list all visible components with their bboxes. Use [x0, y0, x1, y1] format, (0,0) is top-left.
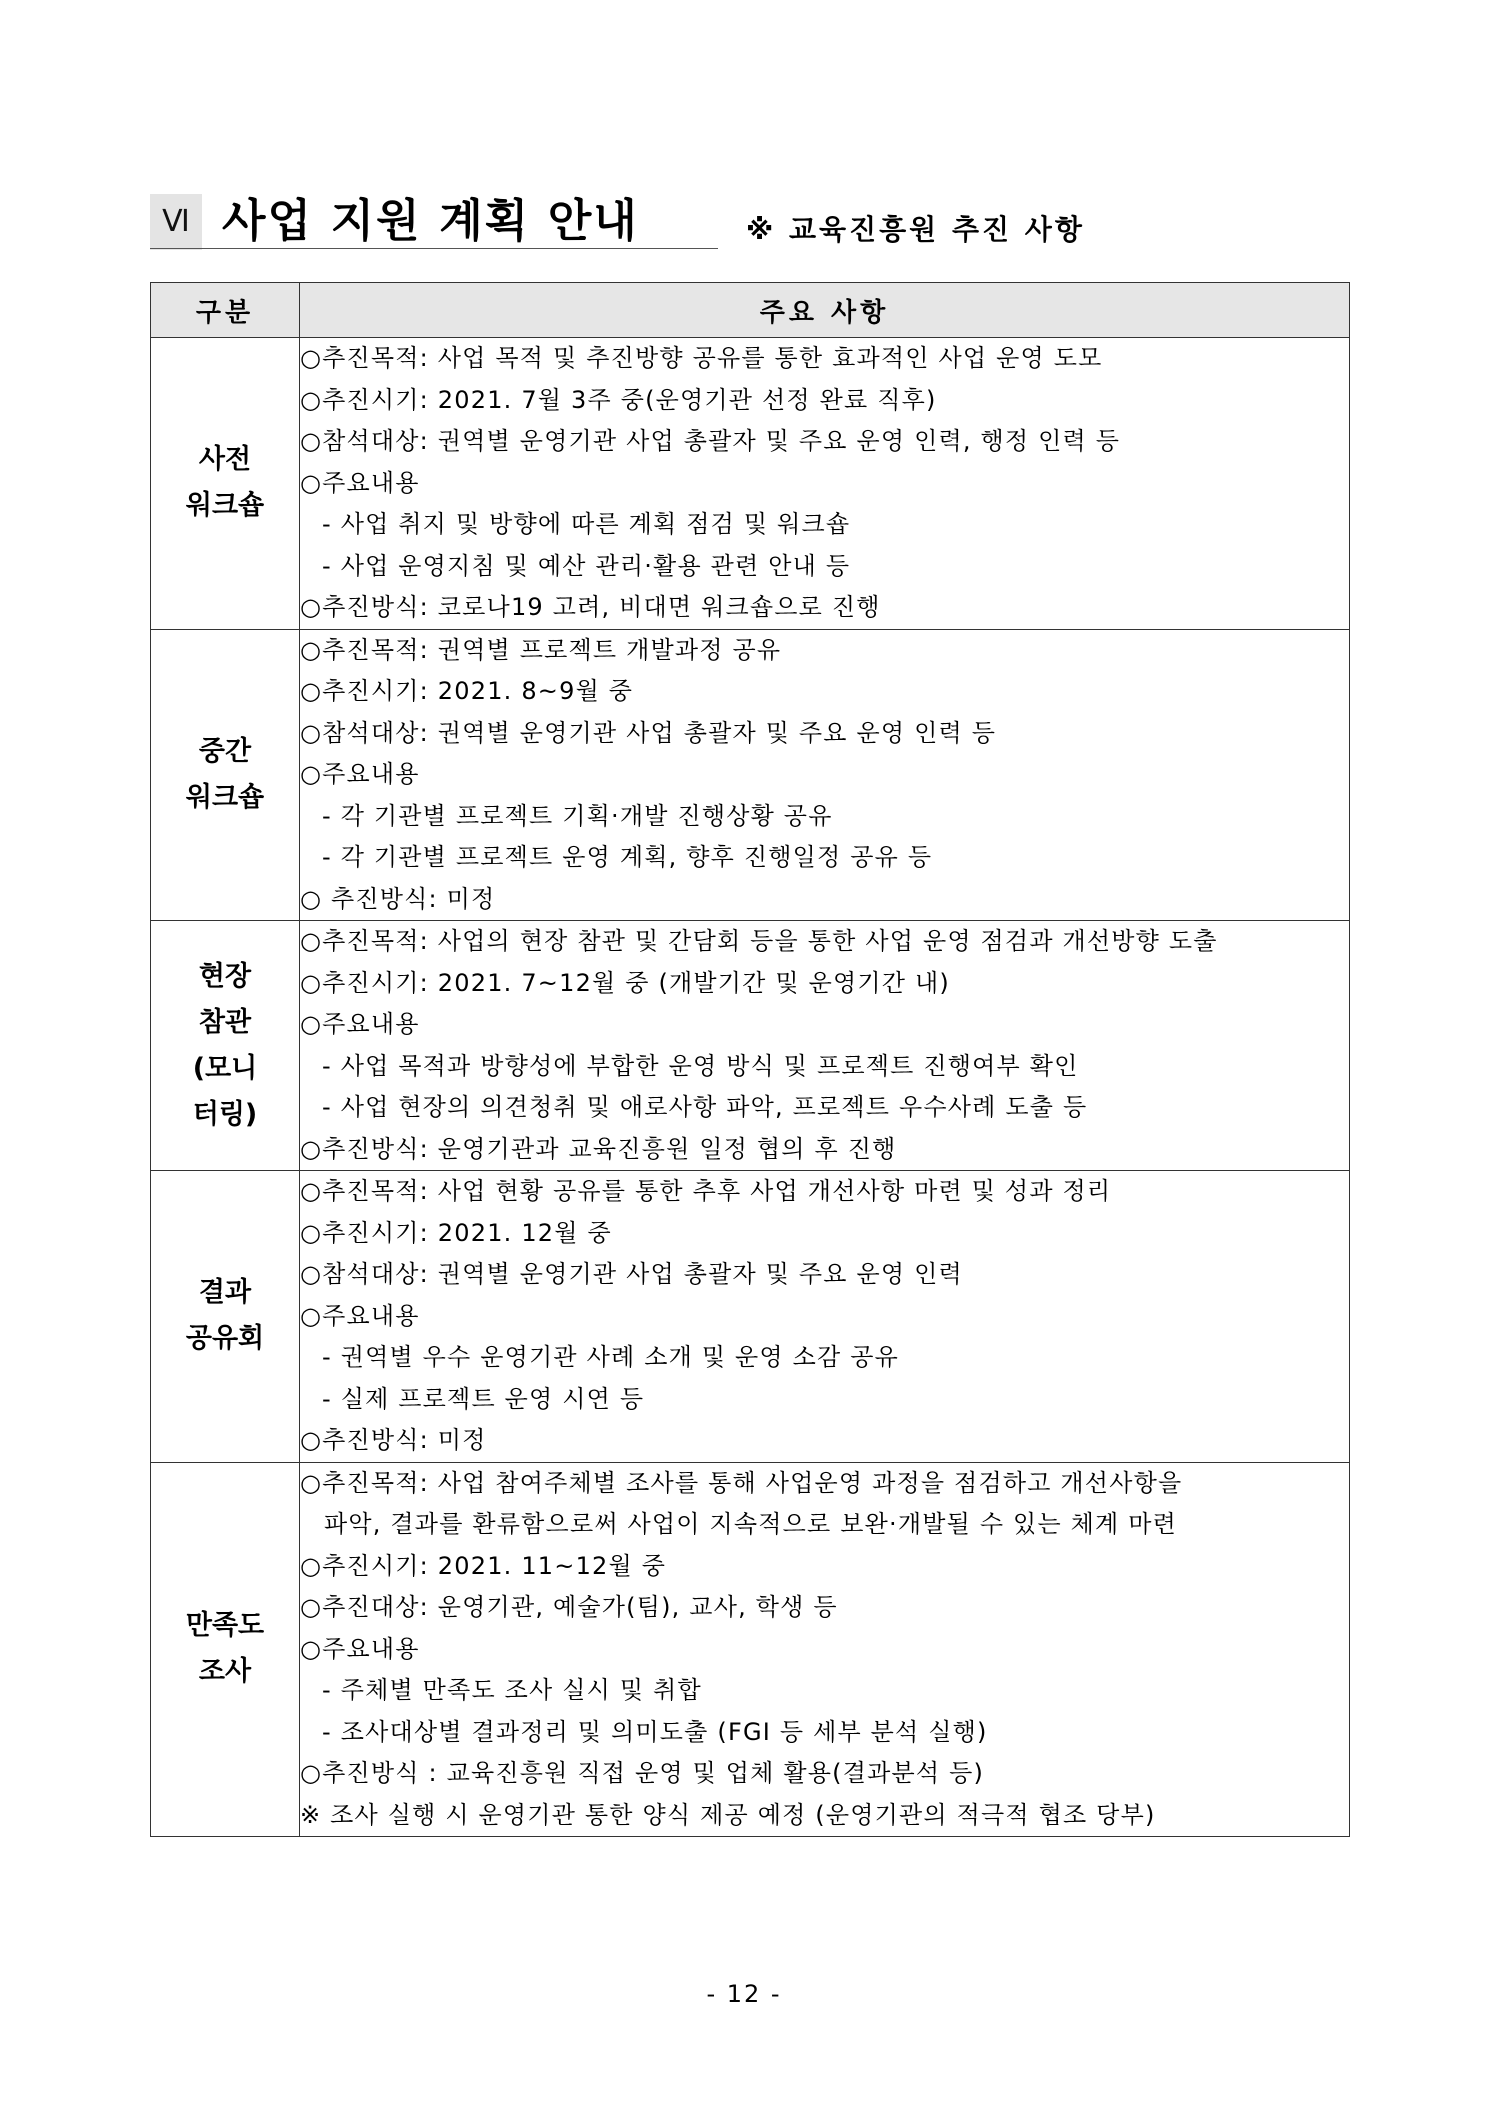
category-label: 사전	[198, 444, 252, 476]
detail-line: ○추진시기: 2021. 7~12월 중 (개발기간 및 운영기간 내)	[300, 968, 950, 997]
category-label: 공유회	[185, 1323, 265, 1355]
header-note: ※ 교육진흥원 추진 사항	[746, 213, 1085, 246]
sub-item-line: - 권역별 우수 운영기관 사례 소개 및 운영 소감 공유	[322, 1343, 899, 1371]
section-numeral: Ⅵ	[150, 194, 202, 250]
detail-line: ○추진목적: 권역별 프로젝트 개발과정 공유	[300, 635, 782, 664]
category-cell	[151, 921, 300, 1171]
detail-line: ○추진목적: 사업 현황 공유를 통한 추후 사업 개선사항 마련 및 성과 정리	[300, 1177, 1112, 1205]
sub-item-line: - 사업 현장의 의견청취 및 애로사항 파악, 프로젝트 우수사례 도출 등	[322, 1093, 1088, 1121]
detail-line: ○주요내용	[300, 1634, 420, 1663]
table-row	[151, 1462, 1350, 1837]
details-cell	[300, 1171, 1350, 1463]
detail-line: ○추진방식: 코로나19 고려, 비대면 워크숍으로 진행	[300, 593, 881, 621]
category-cell	[151, 1462, 300, 1837]
detail-line: ○추진시기: 2021. 12월 중	[300, 1218, 612, 1247]
category-cell	[151, 338, 300, 630]
category-label: 현장	[198, 960, 252, 992]
sub-item-line: - 각 기관별 프로젝트 운영 계획, 향후 진행일정 공유 등	[322, 843, 933, 871]
sub-item-line: - 사업 목적과 방향성에 부합한 운영 방식 및 프로젝트 진행여부 확인	[322, 1051, 1079, 1080]
category-label: 워크숍	[185, 490, 265, 522]
table-row	[151, 1171, 1350, 1463]
details-cell	[300, 338, 1350, 630]
detail-line: ○추진방식 : 교육진흥원 직접 운영 및 업체 활용(결과분석 등)	[300, 1759, 985, 1787]
table-row	[151, 338, 1350, 630]
section-header	[150, 188, 1350, 258]
detail-line: 파악, 결과를 환류함으로써 사업이 지속적으로 보완·개발될 수 있는 체계 마련	[324, 1510, 1178, 1538]
table-row	[151, 921, 1350, 1171]
category-label: 조사	[198, 1656, 252, 1688]
category-label: 만족도	[185, 1610, 265, 1642]
sub-item-line: - 실제 프로젝트 운영 시연 등	[322, 1384, 645, 1413]
category-cell	[151, 1171, 300, 1463]
section-title: 사업 지원 계획 안내	[222, 194, 639, 247]
sub-item-line: - 사업 운영지침 및 예산 관리·활용 관련 안내 등	[322, 551, 851, 580]
column-header-details: 주요 사항	[300, 283, 1350, 338]
detail-line: ○주요내용	[300, 468, 420, 497]
detail-line: ○주요내용	[300, 760, 420, 788]
detail-line: ○추진방식: 운영기관과 교육진흥원 일정 협의 후 진행	[300, 1134, 897, 1163]
detail-line: ○참석대상: 권역별 운영기관 사업 총괄자 및 주요 운영 인력 등	[300, 718, 997, 747]
details-cell	[300, 629, 1350, 921]
category-label: 워크숍	[185, 781, 265, 813]
detail-line: ○추진목적: 사업 목적 및 추진방향 공유를 통한 효과적인 사업 운영 도모	[300, 344, 1103, 372]
category-label: 중간	[198, 735, 252, 767]
table-row	[151, 629, 1350, 921]
category-label: 터링)	[192, 1098, 258, 1130]
detail-line: ○추진시기: 2021. 11~12월 중	[300, 1551, 667, 1580]
category-label: 결과	[198, 1277, 252, 1309]
details-cell	[300, 1462, 1350, 1837]
detail-line: ○추진목적: 사업의 현장 참관 및 간담회 등을 통한 사업 운영 점검과 개선방향 도출	[300, 927, 1218, 955]
detail-line: ○참석대상: 권역별 운영기관 사업 총괄자 및 주요 운영 인력	[300, 1260, 963, 1288]
table-body	[151, 338, 1350, 1837]
detail-line: ○주요내용	[300, 1010, 420, 1038]
sub-item-line: - 주체별 만족도 조사 실시 및 취합	[322, 1676, 702, 1704]
plan-table	[150, 282, 1350, 1837]
detail-line: ※ 조사 실행 시 운영기관 통한 양식 제공 예정 (운영기관의 적극적 협조 당부)	[300, 1800, 1156, 1829]
table-header-row	[151, 283, 1350, 338]
sub-item-line: - 조사대상별 결과정리 및 의미도출 (FGI 등 세부 분석 실행)	[322, 1717, 988, 1746]
detail-line: ○추진시기: 2021. 8~9월 중	[300, 677, 634, 705]
details-cell	[300, 921, 1350, 1171]
detail-line: ○추진대상: 운영기관, 예술가(팀), 교사, 학생 등	[300, 1593, 838, 1621]
detail-line: ○추진시기: 2021. 7월 3주 중(운영기관 선정 완료 직후)	[300, 385, 937, 414]
detail-line: ○추진방식: 미정	[300, 1426, 487, 1454]
title-underline	[150, 248, 718, 249]
detail-line: ○추진목적: 사업 참여주체별 조사를 통해 사업운영 과정을 점검하고 개선사항을	[300, 1468, 1183, 1497]
detail-line: ○참석대상: 권역별 운영기관 사업 총괄자 및 주요 운영 인력, 행정 인력 등	[300, 427, 1121, 455]
category-label: 참관	[198, 1006, 252, 1038]
column-header-category: 구분	[151, 283, 300, 338]
detail-line: ○ 추진방식: 미정	[300, 884, 496, 913]
sub-item-line: - 사업 취지 및 방향에 따른 계획 점검 및 워크숍	[322, 510, 851, 538]
sub-item-line: - 각 기관별 프로젝트 기획·개발 진행상황 공유	[322, 801, 833, 830]
page-number: - 12 -	[706, 1980, 782, 2008]
category-cell	[151, 629, 300, 921]
category-label: (모니	[192, 1052, 258, 1084]
detail-line: ○주요내용	[300, 1301, 420, 1330]
